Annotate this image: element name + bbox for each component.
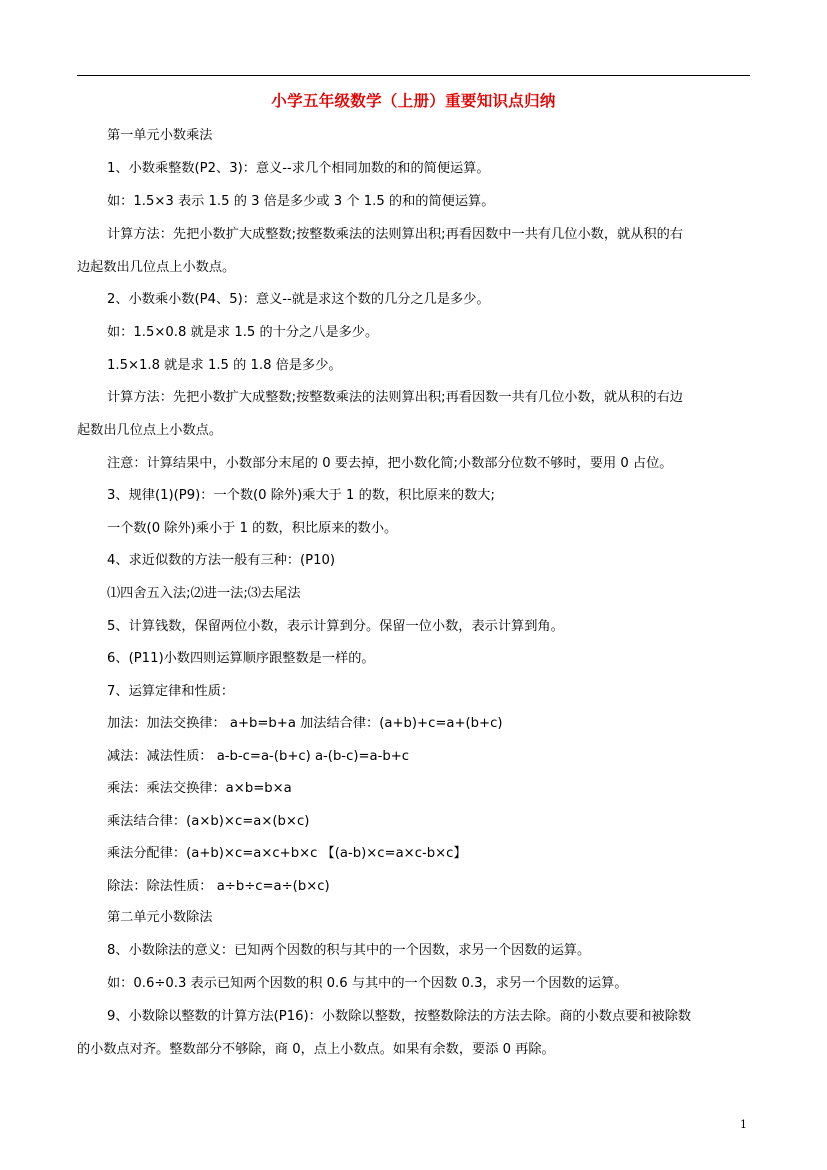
paragraph-line: 一个数(0 除外)乘小于 1 的数，积比原来的数小。 (107, 521, 398, 536)
paragraph-line: ⑴四舍五入法;⑵进一法;⑶去尾法 (107, 586, 301, 601)
page-number: 1 (740, 1118, 747, 1131)
formula-line: 减法：减法性质： a-b-c=a-(b+c) a-(b-c)=a-b+c (107, 749, 410, 764)
paragraph-line: 8、小数除法的意义：已知两个因数的积与其中的一个因数，求另一个因数的运算。 (107, 943, 591, 958)
paragraph-line: 2、小数乘小数(P4、5)：意义--就是求这个数的几分之几是多少。 (107, 292, 490, 307)
paragraph-line: 如：1.5×0.8 就是求 1.5 的十分之八是多少。 (107, 325, 379, 340)
formula-line: 乘法：乘法交换律：a×b=b×a (107, 781, 292, 796)
document-title: 小学五年级数学（上册）重要知识点归纳 (271, 92, 556, 110)
formula-line: 除法：除法性质： a÷b÷c=a÷(b×c) (107, 879, 330, 894)
paragraph-line: 起数出几位点上小数点。 (77, 423, 223, 438)
paragraph-line: 如：1.5×3 表示 1.5 的 3 倍是多少或 3 个 1.5 的和的简便运算。 (107, 194, 495, 209)
formula-line: 加法：加法交换律： a+b=b+a 加法结合律：(a+b)+c=a+(b+c) (107, 716, 503, 731)
section-heading: 第二单元小数除法 (107, 910, 213, 925)
paragraph-line: 计算方法：先把小数扩大成整数;按整数乘法的法则算出积;再看因数中一共有几位小数，就从积的右 (107, 227, 683, 242)
header-rule (77, 75, 750, 76)
paragraph-line: 4、求近似数的方法一般有三种：(P10) (107, 553, 336, 568)
formula-line: 乘法结合律：(a×b)×c=a×(b×c) (107, 814, 310, 829)
paragraph-line: 5、计算钱数，保留两位小数，表示计算到分。保留一位小数，表示计算到角。 (107, 619, 564, 634)
paragraph-line: 如：0.6÷0.3 表示已知两个因数的积 0.6 与其中的一个因数 0.3，求另一个因数的运算。 (107, 976, 628, 991)
paragraph-line: 注意：计算结果中，小数部分末尾的 0 要去掉，把小数化简;小数部分位数不够时，要用 0 占位。 (107, 456, 673, 471)
paragraph-line: 的小数点对齐。整数部分不够除，商 0，点上小数点。如果有余数，要添 0 再除。 (77, 1042, 555, 1057)
paragraph-line: 7、运算定律和性质： (107, 684, 235, 699)
section-heading: 第一单元小数乘法 (107, 128, 213, 143)
paragraph-line: 6、(P11)小数四则运算顺序跟整数是一样的。 (107, 651, 375, 666)
paragraph-line: 9、小数除以整数的计算方法(P16)：小数除以整数，按整数除法的方法去除。商的小数点要和被除数 (107, 1009, 692, 1024)
paragraph-line: 3、规律(1)(P9)：一个数(0 除外)乘大于 1 的数，积比原来的数大; (107, 488, 495, 503)
paragraph-line: 计算方法：先把小数扩大成整数;按整数乘法的法则算出积;再看因数一共有几位小数，就从积的右边 (107, 390, 683, 405)
paragraph-line: 1、小数乘整数(P2、3)：意义--求几个相同加数的和的简便运算。 (107, 161, 490, 176)
paragraph-line: 1.5×1.8 就是求 1.5 的 1.8 倍是多少。 (107, 358, 342, 373)
paragraph-line: 边起数出几位点上小数点。 (77, 260, 236, 275)
formula-line: 乘法分配律：(a+b)×c=a×c+b×c 【(a-b)×c=a×c-b×c】 (107, 846, 467, 861)
